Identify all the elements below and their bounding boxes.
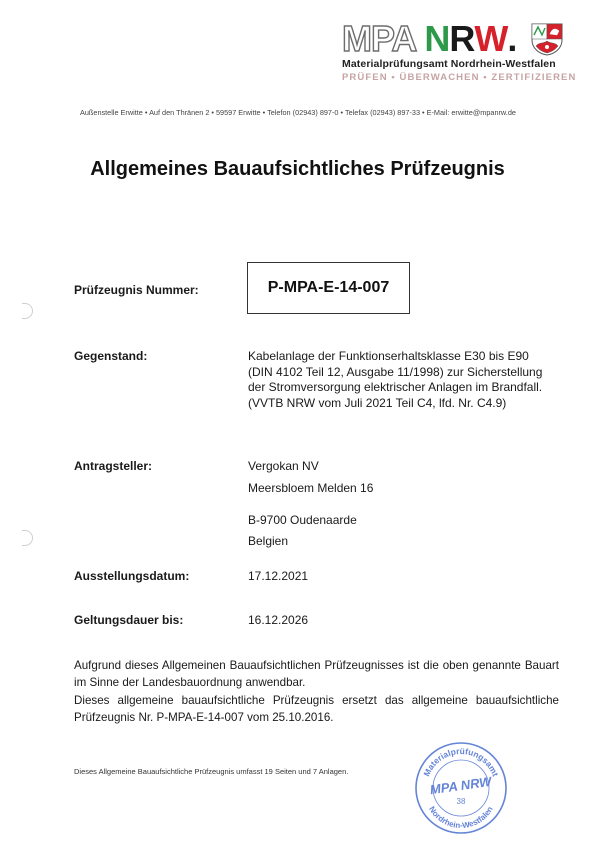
subject-line: (DIN 4102 Teil 12, Ausgabe 11/1998) zur Sicherstellung <box>248 364 543 379</box>
stamp-top-text: Materialprüfungsamt <box>421 745 501 778</box>
applicant-street: Meersbloem Melden 16 <box>248 481 374 495</box>
subject-line: Kabelanlage der Funktionserhaltsklasse E30 bis E90 <box>248 349 529 363</box>
certificate-number-label: Prüfzeugnis Nummer: <box>74 283 199 297</box>
stamp-bottom-text: Nordrhein-Westfalen <box>427 804 495 831</box>
applicant-name: Vergokan NV <box>248 459 319 473</box>
paragraph-replacement: Dieses allgemeine bauaufsichtliche Prüfzeugnis ersetzt das allgemeine bauaufsichtliche Prüfzeugnis Nr. P-MPA-E-14-007 vom 25.10.2016. <box>74 694 559 724</box>
address-line: Außenstelle Erwitte • Auf den Thränen 2 • 59597 Erwitte • Telefon (02943) 897-0 • Telefax (02943) 897-33 • E-Mail: erwitte@mpanrw.de <box>80 108 516 117</box>
certificate-number: P-MPA-E-14-007 <box>267 279 390 296</box>
logo-dot: . <box>507 18 518 59</box>
official-stamp <box>413 740 509 836</box>
validity-date: 16.12.2026 <box>248 613 309 627</box>
logo-mpa: MPA <box>342 18 417 59</box>
stamp-number: 38 <box>456 797 466 806</box>
applicant-country: Belgien <box>248 534 289 548</box>
punch-hole-bottom <box>22 530 33 546</box>
validity-label: Geltungsdauer bis: <box>74 613 184 627</box>
certificate-number-box <box>247 262 410 314</box>
punch-hole-top <box>22 303 33 319</box>
logo-tagline: PRÜFEN • ÜBERWACHEN • ZERTIFIZIEREN <box>342 72 577 83</box>
mpa-nrw-logo <box>342 18 518 59</box>
issue-date-label: Ausstellungsdatum: <box>74 569 190 583</box>
logo-n: N <box>424 18 450 59</box>
logo-r: R <box>449 18 475 59</box>
nrw-coat-of-arms-icon <box>530 22 564 56</box>
paragraph-applicability: Aufgrund dieses Allgemeinen Bauaufsichtlichen Prüfzeugnisses ist die oben genannte Bauart im Sinne der Landesbauordnung anwendbar. <box>74 659 559 689</box>
page-count-footnote: Dieses Allgemeine Bauaufsichtliche Prüfzeugnis umfasst 19 Seiten und 7 Anlagen. <box>74 767 349 776</box>
subject-line: der Stromversorgung elektrischer Anlagen im Brandfall. <box>248 380 543 394</box>
logo-w: W <box>474 18 508 59</box>
document-title: Allgemeines Bauaufsichtliches Prüfzeugnis <box>90 158 505 180</box>
stamp-center-text: MPA NRW <box>428 773 493 798</box>
subject-text <box>248 349 558 411</box>
applicant-city: B-9700 Oudenaarde <box>248 513 357 527</box>
subject-line: (VVTB NRW vom Juli 2021 Teil C4, lfd. Nr. C4.9) <box>248 395 507 410</box>
logo-subtitle: Materialprüfungsamt Nordrhein-Westfalen <box>342 58 556 70</box>
subject-label: Gegenstand: <box>74 349 148 363</box>
issue-date: 17.12.2021 <box>248 569 309 583</box>
applicant-label: Antragsteller: <box>74 459 153 473</box>
